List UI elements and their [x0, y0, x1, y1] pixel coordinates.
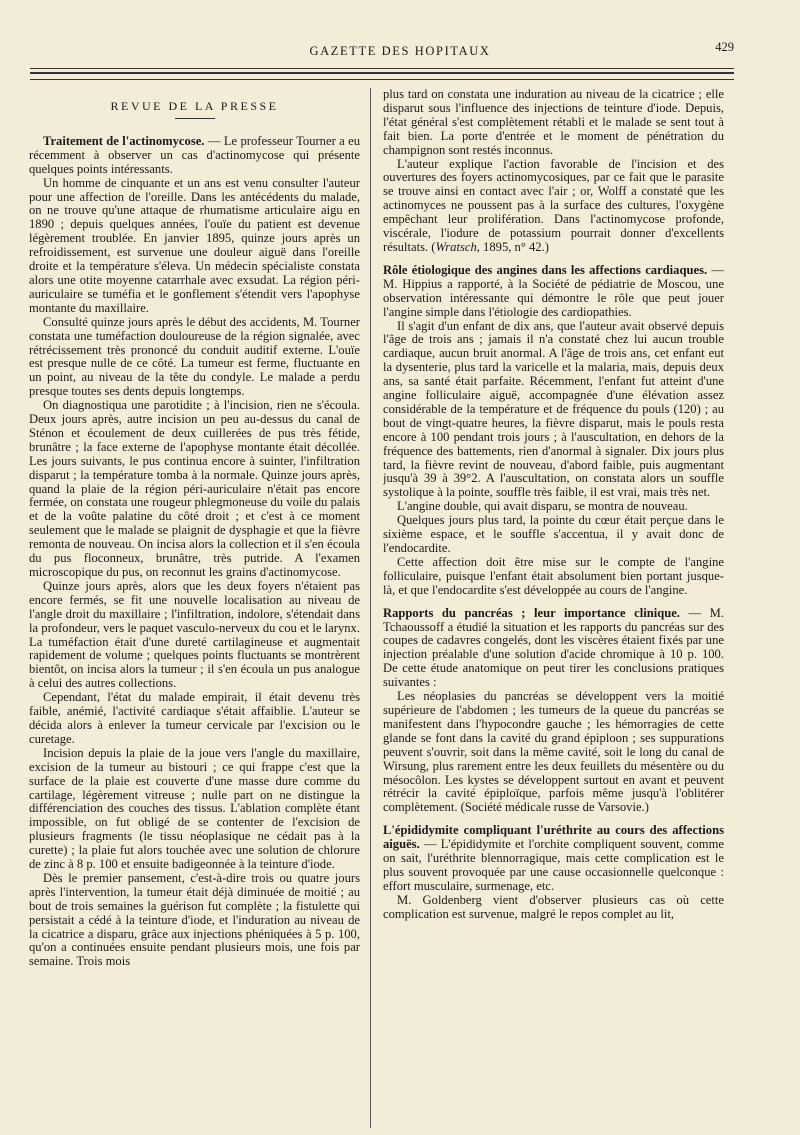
continuation-text: L'auteur explique l'action favorable de l'incision et des ouvertures des foyers actinomycosiques, par ce fait que le parasite se trouve ainsi en contact avec l'air ; or, Wolff a constaté que les actinomyces ne poussent pas à la surface des cultures, l'oxygène empêchant leur prolifération. Dans l'actinomycose profonde, viscérale, l'iodure de potassium pourrait donner d'excellents résultats. ( — [383, 156, 724, 254]
article-paragraph: Les néoplasies du pancréas se développent vers la moitié supérieure de l'abdomen ; les tumeurs de la queue du pancréas se manifestent dans l'hypocondre gauche ; les hémorragies de cette glande se font dans la cavité du grand épiploon ; ses suppurations peuvent s'ouvrir, soit dans la même cavité, soit le long du canal de Wirsung, plus rarement entre les deux feuillets du mésentère ou du mésocôlon. Les kystes se développent surtout en avant et peuvent rétrécir la cavité épiploïque, parfois même jusqu'à l'oblitérer complètement. (Société médicale russe de Varsovie.) — [383, 689, 724, 815]
article-lead-paragraph — [383, 264, 724, 320]
article-lead: — M. Tchaoussoff a étudié la situation et les rapports du pancréas sur des coupes de cadavres congelés, dont les viscères étaient fixés par une injection préalable d'une solution d'acide chromique à 10 p. 100. De cette étude anatomique on peut tirer les conclusions pratiques suivantes : — [383, 605, 724, 690]
article-title: Traitement de l'actinomycose. — [43, 133, 205, 148]
header-rule-lower — [30, 79, 734, 80]
article-lead: — Le professeur Tourner a eu récemment à observer un cas d'actinomycose qui présente quelques points intéressants. — [29, 133, 360, 176]
article-angines — [383, 264, 724, 598]
left-column — [29, 92, 360, 1132]
header-rule-thick — [30, 72, 734, 74]
article-lead-paragraph — [383, 824, 724, 894]
continuation-text-end: , 1895, n° 42.) — [476, 239, 549, 254]
column-divider — [370, 88, 371, 1128]
continuation-paragraph-2 — [383, 158, 724, 255]
continuation-paragraph: plus tard on constata une induration au niveau de la cicatrice ; elle disparut sous l'influence des injections de teinture d'iode. Depuis, l'état général s'est complètement rétabli et le malade se sent tout à fait bien. La porte d'entrée et le moment de pénétration du champignon sont restés inconnus. — [383, 88, 724, 157]
article-epididymite — [383, 824, 724, 921]
article-paragraph: On diagnostiqua une parotidite ; à l'incision, rien ne s'écoula. Deux jours après, autre incision un peu au-dessus du canal de Sténon et écoulement de deux cuillerées de pus très fétide, brunâtre ; la face externe de l'apophyse montante était décollée. Les jours suivants, le pus continua encore à suinter, l'infiltration disparut ; la température tomba à la normale. Quinze jours après, quand la plaie de la région péri-auriculaire n'était pas encore fermée, on constata une rougeur phlegmoneuse du voile du palais et de la voûte palatine du côté droit ; et c'est à ce moment seulement que le malade se plaignit de dysphagie et que la fièvre remonta de nouveau. On incisa alors la collection et il s'en écoula du pus floconneux, brunâtre, très putride. A l'examen microscopique du pus, on reconnut les grains d'actinomycose. — [29, 398, 360, 579]
article-lead-paragraph — [383, 607, 724, 690]
article-paragraph: M. Goldenberg vient d'observer plusieurs cas où cette complication est survenue, malgré le repos complet au lit, — [383, 892, 724, 921]
section-title: REVUE DE LA PRESSE — [110, 99, 279, 113]
article-paragraph: Quinze jours après, alors que les deux foyers n'étaient pas encore fermés, se fit une nouvelle localisation au niveau de l'angle droit du maxillaire ; l'infiltration, indolore, s'étendait dans la profondeur, vers le paquet vasculo-nerveux du cou et le larynx. La tuméfaction était d'une dureté cartilagineuse et augmentait rapidement de volume ; quelques points fluctuants se montrèrent bientôt, on incisa alors la tumeur ; il s'en écoula un pus analogue à celui des autres collections. — [29, 578, 360, 691]
article-paragraph: L'angine double, qui avait disparu, se montra de nouveau. — [397, 499, 688, 514]
article-paragraph: Consulté quinze jours après le début des accidents, M. Tourner constata une tuméfaction douloureuse de la région signalée, avec rétrécissement très prononcé du conduit auditif externe. L'ouïe est presque nulle de ce côté. La tumeur est ferme, fluctuante en un point, au niveau de la tête du condyle. Le malade a perdu presque toutes ses dents depuis longtemps. — [29, 314, 360, 399]
source-citation: Wratsch — [435, 239, 477, 254]
article-title: Rapports du pancréas ; leur importance clinique. — [383, 605, 680, 620]
article-paragraph: Il s'agit d'un enfant de dix ans, que l'auteur avait observé depuis l'âge de trois ans ; jamais il n'a constaté chez lui aucun trouble cardiaque, aucun bruit anormal. A l'âge de trois ans, cet enfant eut la dysenterie, plus tard la varicelle et la malaria, mais, depuis deux ans, sa santé était parfaite. Récemment, l'enfant fut atteint d'une angine folliculaire aiguë, accompagnée d'une élévation assez considérable de la température et de fréquence du pouls (120) ; au bout de vingt-quatre heures, la fièvre disparut, mais le pouls resta encore à 100 pendant trois jours ; à l'auscultation, en dehors de la fréquence des battements, rien d'anormal à signaler. Dix jours plus tard, la fièvre revint de nouveau, d'abord faible, puis augmentant jusqu'à 39 à 39°2. A l'auscultation, on constata alors un souffle systolique à la pointe, souffle très faible, il est vrai, mais très net. — [383, 318, 724, 500]
header-rule — [30, 68, 734, 69]
article-paragraph: Quelques jours plus tard, la pointe du cœur était perçue dans le sixième espace, et le souffle s'accentua, il y avait donc de l'endocardite. — [383, 513, 724, 555]
article-title: Rôle étiologique des angines dans les affections cardiaques. — [383, 262, 708, 277]
page-number: 429 — [715, 40, 734, 54]
article-paragraph: Cependant, l'état du malade empirait, il était devenu très faible, anémié, l'activité cardiaque s'était affaiblie. L'auteur se décida alors à enlever la tumeur cervicale par l'excision ou le curetage. — [29, 690, 360, 746]
article-paragraph: Dès le premier pansement, c'est-à-dire trois ou quatre jours après l'intervention, la tumeur était déjà diminuée de moitié ; au bout de trois semaines la guérison fut complète ; la fistulette qui persistait a cédé à la teinture d'iode, et l'induration au niveau de la cicatrice a disparu, grâce aux injections phéniquées à 5 p. 100, qu'on a continuées ensuite pendant plusieurs mois, une fois par semaine. Trois mois — [29, 870, 360, 969]
section-rule — [175, 118, 215, 119]
article-lead: — L'épididymite et l'orchite compliquent souvent, comme on sait, l'uréthrite blennorragique, mais cette complication est le plus souvent provoquée par une cause occasionnelle quelconque : effort musculaire, surmenage, etc. — [383, 837, 724, 893]
article-paragraph: Incision depuis la plaie de la joue vers l'angle du maxillaire, excision de la tumeur au bistouri ; ce qui frappe c'est que la surface de la plaie est couverte d'une masse dure comme du cartilage, légèrement vitreuse ; nulle part on ne distingue la différenciation des couches des tissus. L'ablation complète étant impossible, on fut obligé de se contenter de l'excision de plusieurs fragments (le tissu néoplasique ne cédait pas à la curette) ; la plaie fut alors touchée avec une solution de chlorure de zinc à 8 p. 100 et ensuite badigeonnée à la teinture d'iode. — [29, 745, 360, 872]
right-column — [383, 88, 724, 1128]
article-pancreas — [383, 607, 724, 816]
article-paragraph: Cette affection doit être mise sur le compte de l'angine folliculaire, puisque l'enfant était absolument bien portant jusque-là, et que l'endocardite s'est développée au cours de l'angine. — [383, 554, 724, 597]
article-lead-paragraph — [29, 135, 360, 177]
article-lead: — M. Hippius a rapporté, à la Société de pédiatrie de Moscou, une observation intéressante qui démontre le rôle que peut jouer l'angine simple dans l'étiologie des cardiopathies. — [383, 262, 724, 319]
article-paragraph: Un homme de cinquante et un ans est venu consulter l'auteur pour une affection de l'oreille. Dans les antécédents du malade, on ne trouve qu'une attaque de rhumatisme articulaire aigu en 1890 ; depuis quelques années, l'ouïe du patient est devenue légèrement troublée. En janvier 1895, quinze jours après un refroidissement, est survenue une douleur aiguë dans l'oreille droite et la température s'éleva. Un médecin spécialiste constata alors une otite moyenne catarrhale avec exsudat. La région péri-auriculaire se tuméfia et le gonflement s'étendit vers l'apophyse montante du maxillaire. — [29, 175, 360, 315]
article-actinomycose — [29, 135, 360, 969]
journal-title: GAZETTE DES HOPITAUX — [309, 44, 491, 58]
article-title: L'épididymite compliquant l'uréthrite au cours des affections aiguës. — [383, 823, 724, 852]
